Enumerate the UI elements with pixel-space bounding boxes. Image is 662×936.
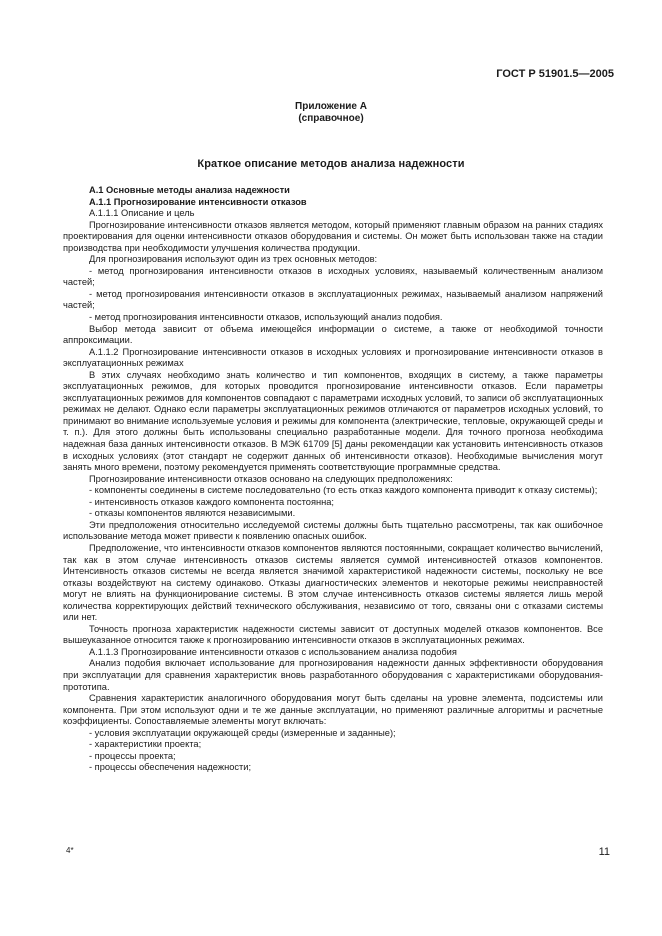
list-item: - метод прогнозирования интенсивности отказов в исходных условиях, называемый количественным анализом частей; [63, 265, 603, 288]
list-item: - характеристики проекта; [89, 739, 202, 750]
heading-a1: А.1 Основные методы анализа надежности [89, 185, 290, 195]
paragraph: Прогнозирование интенсивности отказов является методом, который применяют главным образом на ранних стадиях проектирования для оценки интенсивности отказов оборудования и системы. Он может быть использован также на стадии производства при необходимости улучшения количества продукции. [63, 219, 603, 253]
list-item: - компоненты соединены в системе последовательно (то есть отказ каждого компонента приводит к отказу системы); [89, 485, 598, 496]
signature-mark: 4* [66, 846, 74, 855]
paragraph: Эти предположения относительно исследуемой системы должны быть тщательно рассмотрены, так как ошибочное использование метода может привести к появлению опасных ошибок. [63, 519, 603, 542]
paragraph: Точность прогноза характеристик надежности системы зависит от доступных моделей отказов компонентов. Все вышеуказанное относится также к прогнозированию интенсивности отказов в эксплуатационных режимах. [63, 623, 603, 646]
list-item: - условия эксплуатации окружающей среды (измеренные и заданные); [89, 727, 396, 738]
paragraph: Анализ подобия включает использование для прогнозирования надежности данных эффективности оборудования при эксплуатации для сравнения характеристик вновь разработанного оборудования с характеристиками оборудования-прототипа. [63, 658, 603, 692]
list-item: - метод прогнозирования интенсивности отказов, использующий анализ подобия. [89, 312, 443, 323]
appendix-label: Приложение А [295, 101, 367, 112]
heading-a112: А.1.1.2 Прогнозирование интенсивности отказов в исходных условиях и прогнозирование интенсивности отказов в эксплуатационных режимах [63, 346, 603, 369]
paragraph: Предположение, что интенсивности отказов компонентов являются постоянными, сокращает количество вычислений, так как в этом случае интенсивность отказов системы является суммой интенсивностей отказов компонентов. Интенсивность отказов системы не всегда является значимой характеристикой надежности системы, поскольку не все отказы воздействуют на систему одинаково. Отказы диагностических элементов и некоторые режимы неисправностей могут не влиять на функционирование системы. В этом случае интенсивность отказов системы является лишь мерой количества корректирующих действий технического обслуживания, независимо от того, связаны они с отказами системы или нет. [63, 542, 603, 623]
list-item: - интенсивность отказов каждого компонента постоянна; [89, 496, 335, 507]
paragraph: Сравнения характеристик аналогичного оборудования могут быть сделаны на уровне элемента, подсистемы или компонента. При этом используют одни и те же данные эксплуатации, но применяют различные алгоритмы и расчетные коэффициенты. Сопоставляемые элементы могут включать: [63, 693, 603, 727]
list-item: - процессы обеспечения надежности; [89, 762, 252, 773]
paragraph: Прогнозирование интенсивности отказов основано на следующих предположениях: [89, 473, 453, 484]
appendix-heading [0, 101, 662, 125]
paragraph: Для прогнозирования используют один из трех основных методов: [89, 254, 378, 265]
appendix-type: (справочное) [298, 113, 364, 124]
section-title: Краткое описание методов анализа надежности [197, 158, 465, 170]
document-id-header: ГОСТ Р 51901.5—2005 [496, 68, 614, 80]
heading-a11: А.1.1 Прогнозирование интенсивности отказов [89, 196, 307, 207]
list-item: - метод прогнозирования интенсивности отказов в эксплуатационных режимах, называемый анализом напряжений частей; [63, 288, 603, 311]
list-item: - процессы проекта; [89, 750, 176, 761]
heading-a111: А.1.1.1 Описание и цель [89, 208, 195, 219]
page-number: 11 [598, 846, 610, 858]
body-text [63, 185, 603, 774]
paragraph: В этих случаях необходимо знать количество и тип компонентов, входящих в систему, а также параметры эксплуатационных режимов, для которых проводится прогнозирование интенсивности отказов. Если параметры эксплуатационных режимов для компонентов совпадают с параметрами исходных условий, то записи об эксплуатационных режимах не делают. Однако если параметры эксплуатационных режимов отличаются от параметров исходных условий, то принимают во внимание используемые условия и режимы для компонента (электрические, тепловые, окружающей среды и т. п.). Для этого должны быть использованы специально разработанные модели. Для точного прогноза необходима надежная база данных интенсивности отказов. В МЭК 61709 [5] даны рекомендации как установить интенсивность отказов в исходных условиях (этот стандарт не содержит данных об интенсивности отказов). Необходимые вычисления могут занять много времени, поэтому рекомендуется применять соответствующие программные средства. [63, 369, 603, 473]
list-item: - отказы компонентов являются независимыми. [89, 508, 296, 519]
paragraph: Выбор метода зависит от объема имеющейся информации о системе, а также от необходимой точности аппроксимации. [63, 323, 603, 346]
heading-a113: А.1.1.3 Прогнозирование интенсивности отказов с использованием анализа подобия [89, 646, 457, 657]
